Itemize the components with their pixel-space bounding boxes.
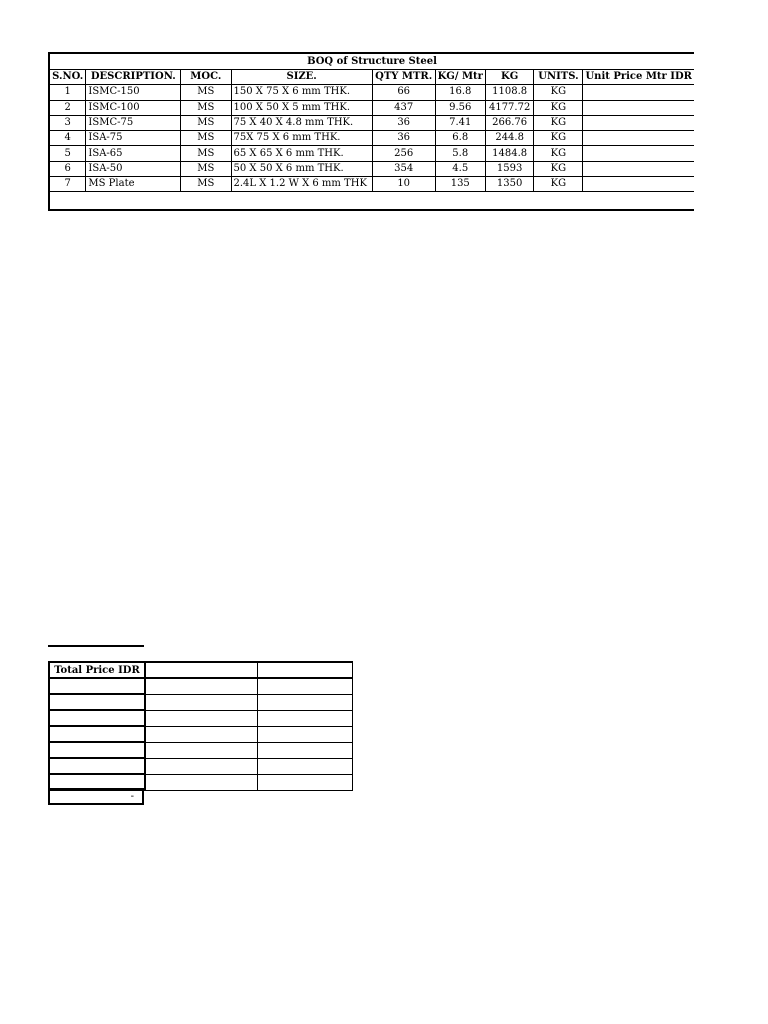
boq-sheet	[48, 52, 694, 211]
cell-qty[interactable]: 36	[372, 115, 435, 130]
table-row	[50, 85, 694, 100]
boq-table	[50, 69, 694, 192]
cell-description[interactable]: ISA-50	[86, 161, 181, 176]
total-row	[49, 758, 352, 774]
col-header-qty[interactable]: QTY MTR.	[372, 70, 435, 85]
cell-kg[interactable]: 244.8	[485, 131, 533, 146]
cell-moc[interactable]: MS	[181, 161, 231, 176]
total-cell[interactable]	[49, 758, 145, 774]
total-row	[49, 726, 352, 742]
cell-kg[interactable]: 1350	[485, 177, 533, 192]
total-cell[interactable]	[49, 678, 145, 694]
cell-sno[interactable]: 7	[50, 177, 86, 192]
total-row	[49, 678, 352, 694]
total-row	[49, 710, 352, 726]
boq-title: BOQ of Structure Steel	[307, 56, 437, 67]
cell-description[interactable]: ISMC-150	[86, 85, 181, 100]
cell-unit-price[interactable]	[583, 115, 694, 130]
cell-units[interactable]: KG	[534, 85, 583, 100]
total-empty-cell[interactable]	[145, 678, 257, 694]
total-empty-cell[interactable]	[257, 726, 352, 742]
total-row	[49, 742, 352, 758]
cell-kg[interactable]: 4177.72	[485, 100, 533, 115]
col-header-units[interactable]: UNITS.	[534, 70, 583, 85]
cell-sno[interactable]: 2	[50, 100, 86, 115]
cell-kg-per-mtr[interactable]: 9.56	[435, 100, 485, 115]
cell-units[interactable]: KG	[534, 161, 583, 176]
cell-qty[interactable]: 437	[372, 100, 435, 115]
cell-moc[interactable]: MS	[181, 100, 231, 115]
cell-moc[interactable]: MS	[181, 131, 231, 146]
total-empty-cell[interactable]	[145, 774, 257, 790]
cell-sno[interactable]: 6	[50, 161, 86, 176]
cell-description[interactable]: ISMC-75	[86, 115, 181, 130]
cell-qty[interactable]: 66	[372, 85, 435, 100]
total-empty-cell[interactable]	[257, 742, 352, 758]
cell-size[interactable]: 65 X 65 X 6 mm THK.	[231, 146, 372, 161]
cell-qty[interactable]: 36	[372, 131, 435, 146]
cell-sno[interactable]: 3	[50, 115, 86, 130]
total-sum-cell[interactable]: -	[48, 788, 144, 805]
total-empty-cell[interactable]	[257, 694, 352, 710]
cell-size[interactable]: 100 X 50 X 5 mm THK.	[231, 100, 372, 115]
cell-unit-price[interactable]	[583, 100, 694, 115]
cell-size[interactable]: 75 X 40 X 4.8 mm THK.	[231, 115, 372, 130]
table-row	[50, 177, 694, 192]
cell-kg[interactable]: 1593	[485, 161, 533, 176]
cell-units[interactable]: KG	[534, 177, 583, 192]
cell-size[interactable]: 50 X 50 X 6 mm THK.	[231, 161, 372, 176]
cell-description[interactable]: ISMC-100	[86, 100, 181, 115]
total-cell[interactable]	[49, 726, 145, 742]
col-header-sno[interactable]: S.NO.	[50, 70, 86, 85]
cell-qty[interactable]: 354	[372, 161, 435, 176]
total-price-table	[48, 661, 353, 791]
total-header-row	[49, 662, 352, 678]
total-empty-cell[interactable]	[145, 710, 257, 726]
cell-size[interactable]: 75X 75 X 6 mm THK.	[231, 131, 372, 146]
cell-qty[interactable]: 256	[372, 146, 435, 161]
total-price-header[interactable]: Total Price IDR	[49, 662, 145, 678]
total-empty-cell[interactable]	[145, 726, 257, 742]
table-row	[50, 146, 694, 161]
cell-unit-price[interactable]	[583, 177, 694, 192]
cell-qty[interactable]: 10	[372, 177, 435, 192]
cell-kg-per-mtr[interactable]: 135	[435, 177, 485, 192]
total-cell[interactable]	[49, 742, 145, 758]
cell-unit-price[interactable]	[583, 146, 694, 161]
cell-description[interactable]: ISA-75	[86, 131, 181, 146]
cell-unit-price[interactable]	[583, 85, 694, 100]
cell-unit-price[interactable]	[583, 131, 694, 146]
col-header-unit-price[interactable]: Unit Price Mtr IDR	[583, 70, 694, 85]
cell-moc[interactable]: MS	[181, 177, 231, 192]
table-row	[50, 115, 694, 130]
cell-kg-per-mtr[interactable]: 5.8	[435, 146, 485, 161]
total-empty-cell[interactable]	[145, 694, 257, 710]
total-empty-cell[interactable]	[145, 742, 257, 758]
divider-line	[48, 645, 144, 647]
cell-moc[interactable]: MS	[181, 146, 231, 161]
cell-sno[interactable]: 1	[50, 85, 86, 100]
cell-kg[interactable]: 1484.8	[485, 146, 533, 161]
cell-kg-per-mtr[interactable]: 4.5	[435, 161, 485, 176]
table-row	[50, 161, 694, 176]
col-header-moc[interactable]: MOC.	[181, 70, 231, 85]
total-empty-cell[interactable]	[145, 758, 257, 774]
cell-moc[interactable]: MS	[181, 115, 231, 130]
total-empty-cell[interactable]	[257, 678, 352, 694]
cell-units[interactable]: KG	[534, 115, 583, 130]
total-empty-cell[interactable]	[257, 710, 352, 726]
cell-unit-price[interactable]	[583, 161, 694, 176]
total-cell[interactable]	[49, 694, 145, 710]
total-empty-cell[interactable]	[257, 662, 352, 678]
col-header-kg-per-mtr[interactable]: KG/ Mtr	[435, 70, 485, 85]
cell-kg-per-mtr[interactable]: 7.41	[435, 115, 485, 130]
table-row	[50, 131, 694, 146]
cell-kg-per-mtr[interactable]: 16.8	[435, 85, 485, 100]
col-header-size[interactable]: SIZE.	[231, 70, 372, 85]
cell-size[interactable]: 2.4L X 1.2 W X 6 mm THK	[231, 177, 372, 192]
cell-sno[interactable]: 5	[50, 146, 86, 161]
total-empty-cell[interactable]	[145, 662, 257, 678]
cell-size[interactable]: 150 X 75 X 6 mm THK.	[231, 85, 372, 100]
cell-kg-per-mtr[interactable]: 6.8	[435, 131, 485, 146]
cell-units[interactable]: KG	[534, 131, 583, 146]
cell-description[interactable]: MS Plate	[86, 177, 181, 192]
cell-kg[interactable]: 1108.8	[485, 85, 533, 100]
cell-sno[interactable]: 4	[50, 131, 86, 146]
total-empty-cell[interactable]	[257, 774, 352, 790]
total-row	[49, 694, 352, 710]
cell-units[interactable]: KG	[534, 100, 583, 115]
cell-kg[interactable]: 266.76	[485, 115, 533, 130]
total-empty-cell[interactable]	[257, 758, 352, 774]
total-cell[interactable]	[49, 710, 145, 726]
col-header-kg[interactable]: KG	[485, 70, 533, 85]
table-row	[50, 100, 694, 115]
cell-moc[interactable]: MS	[181, 85, 231, 100]
cell-description[interactable]: ISA-65	[86, 146, 181, 161]
cell-units[interactable]: KG	[534, 146, 583, 161]
boq-header-row	[50, 70, 694, 85]
col-header-description[interactable]: DESCRIPTION.	[86, 70, 181, 85]
